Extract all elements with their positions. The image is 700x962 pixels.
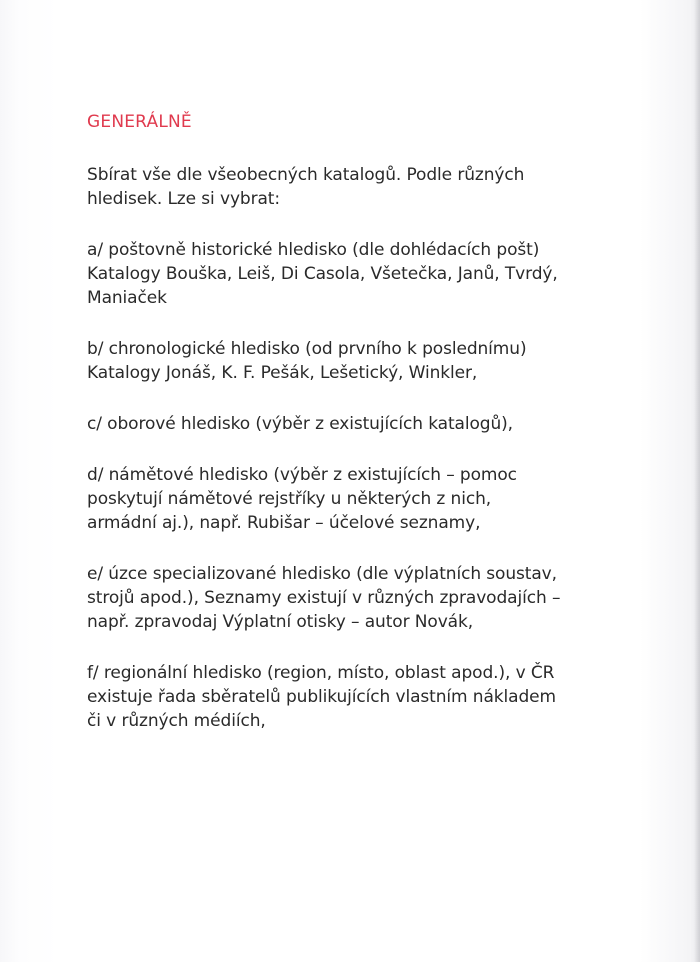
intro-line: hledisek. Lze si vybrat:	[87, 189, 280, 209]
intro-paragraph	[87, 163, 677, 211]
item-line: či v různých médiích,	[87, 711, 266, 731]
item-a-paragraph	[87, 238, 677, 310]
section-heading: GENERÁLNĚ	[87, 112, 192, 132]
item-d-paragraph	[87, 463, 677, 535]
item-e-paragraph	[87, 562, 677, 634]
item-line: armádní aj.), např. Rubišar – účelové seznamy,	[87, 513, 481, 533]
item-line: f/ regionální hledisko (region, místo, oblast apod.), v ČR	[87, 663, 555, 683]
item-line: existuje řada sběratelů publikujících vlastním nákladem	[87, 687, 556, 707]
page-edge-shadow	[694, 0, 700, 962]
item-line: c/ oborové hledisko (výběr z existujících katalogů),	[87, 414, 513, 434]
item-line: poskytují námětové rejstříky u některých z nich,	[87, 489, 492, 509]
item-line: a/ poštovně historické hledisko (dle dohlédacích pošt)	[87, 240, 540, 260]
item-line: d/ námětové hledisko (výběr z existujících – pomoc	[87, 465, 517, 485]
item-line: Katalogy Jonáš, K. F. Pešák, Lešetický, Winkler,	[87, 363, 478, 383]
item-c-paragraph	[87, 412, 677, 436]
item-line: Katalogy Bouška, Leiš, Di Casola, Všetečka, Janů, Tvrdý,	[87, 264, 558, 284]
item-line: strojů apod.), Seznamy existují v různých zpravodajích –	[87, 588, 561, 608]
item-f-paragraph	[87, 661, 677, 733]
item-line: Maniaček	[87, 288, 167, 308]
item-line: b/ chronologické hledisko (od prvního k poslednímu)	[87, 339, 527, 359]
document-body	[87, 110, 677, 760]
intro-line: Sbírat vše dle všeobecných katalogů. Podle různých	[87, 165, 525, 185]
item-line: e/ úzce specializované hledisko (dle výplatních soustav,	[87, 564, 557, 584]
item-b-paragraph	[87, 337, 677, 385]
item-line: např. zpravodaj Výplatní otisky – autor Novák,	[87, 612, 474, 632]
